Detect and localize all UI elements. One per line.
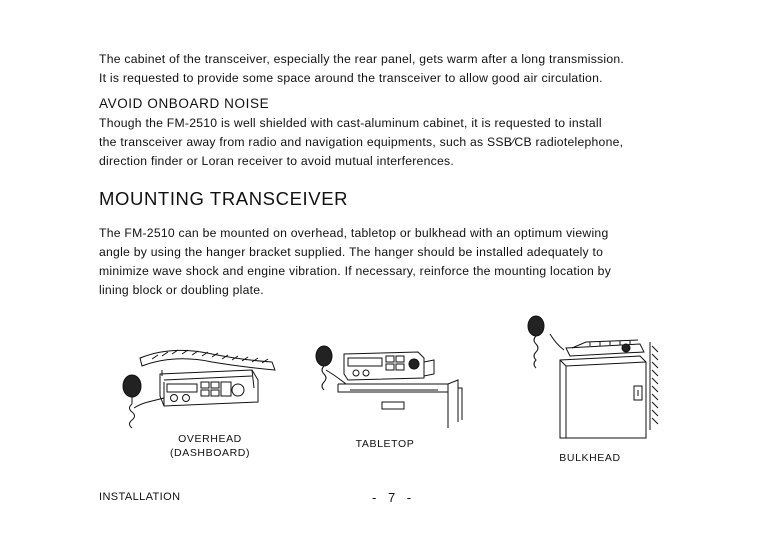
footer-section-label: INSTALLATION [99,491,181,503]
mounting-line-1: The FM-2510 can be mounted on overhead, tabletop or bulkhead with an optimum viewing [99,226,609,240]
mounting-line-3: minimize wave shock and engine vibration. If necessary, reinforce the mounting location by [99,264,612,278]
overhead-caption [150,432,270,460]
noise-line-2: the transceiver away from radio and navigation equipments, such as SSB⁄CB radiotelephone, [99,135,624,149]
noise-heading: AVOID ONBOARD NOISE [99,96,270,111]
noise-line-1: Though the FM-2510 is well shielded with cast-aluminum cabinet, it is requested to install [99,116,602,130]
mounting-paragraph [99,224,677,300]
page-number: - 7 - [372,490,416,505]
bulkhead-mount-illustration [520,310,660,445]
intro-line-2: It is requested to provide some space around the transceiver to allow good air circulation. [99,71,603,85]
intro-line-1: The cabinet of the transceiver, especially the rear panel, gets warm after a long transmission. [99,52,625,66]
tabletop-caption: TABLETOP [355,438,415,450]
overhead-caption-line-1: OVERHEAD [178,433,242,445]
overhead-caption-line-2: (DASHBOARD) [169,447,251,459]
mounting-line-4: lining block or doubling plate. [99,283,264,297]
intro-paragraph [99,50,677,88]
mounting-line-2: angle by using the hanger bracket supplied. The hanger should be installed adequately to [99,245,604,259]
tabletop-mount-illustration [308,340,466,432]
section-title: MOUNTING TRANSCEIVER [99,188,349,209]
bulkhead-caption: BULKHEAD [559,452,621,464]
noise-line-3: direction finder or Loran receiver to avoid mutual interferences. [99,154,454,168]
noise-paragraph [99,114,677,171]
overhead-mount-illustration [112,340,287,435]
